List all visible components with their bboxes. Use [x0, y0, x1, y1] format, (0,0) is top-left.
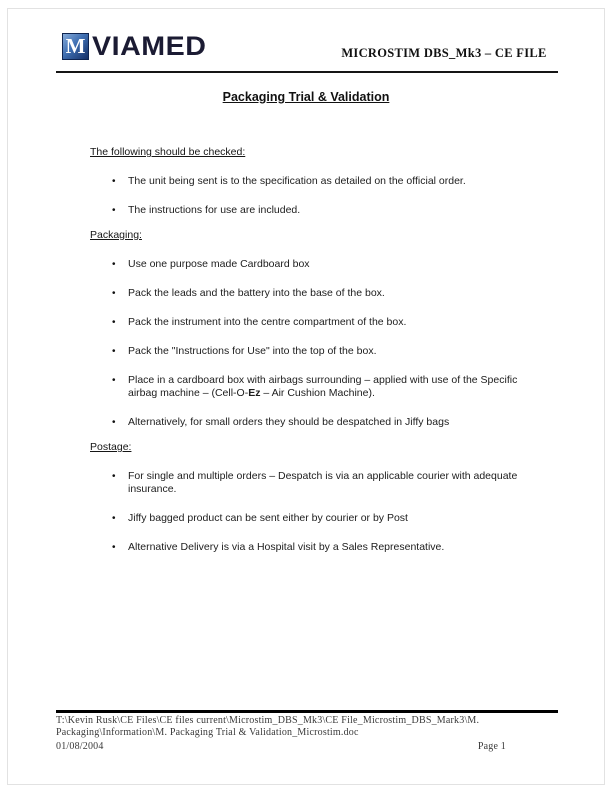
bullet-item	[90, 512, 533, 525]
document-footer	[56, 715, 558, 753]
bullet-icon: •	[112, 375, 116, 386]
bullet-icon: •	[112, 176, 116, 187]
footer-file-path-line1: T:\Kevin Rusk\CE Files\CE files current\Microstim_DBS_Mk3\CE File_Microstim_DBS_Mark3\M.	[56, 715, 480, 726]
section-heading-checked: The following should be checked:	[90, 146, 246, 158]
document-reference: MICROSTIM DBS_Mk3 – CE FILE	[341, 46, 547, 60]
footer-date: 01/08/2004	[56, 741, 104, 752]
page-title	[0, 90, 612, 104]
bullet-icon: •	[112, 317, 116, 328]
bullet-text: Pack the "Instructions for Use" into the top of the box.	[128, 345, 377, 357]
bullet-text: Jiffy bagged product can be sent either by courier or by Post	[128, 512, 408, 524]
bullet-item	[90, 287, 533, 300]
viamed-logo-text: VIAMED	[92, 31, 207, 61]
footer-file-path-line2: Packaging\Information\M. Packaging Trial & Validation_Microstim.doc	[56, 727, 359, 738]
bullet-item	[90, 258, 533, 271]
section-heading-postage: Postage:	[90, 441, 132, 453]
bullet-item	[90, 416, 533, 429]
bullet-item	[90, 345, 533, 358]
viamed-m-icon: M	[62, 33, 89, 60]
bullet-text: Alternatively, for small orders they should be despatched in Jiffy bags	[128, 416, 450, 428]
bullet-icon: •	[112, 417, 116, 428]
bullet-icon: •	[112, 471, 116, 482]
bullet-text: Pack the leads and the battery into the base of the box.	[128, 287, 385, 299]
bullet-icon: •	[112, 205, 116, 216]
bullet-item	[90, 470, 533, 496]
header-rule	[56, 71, 558, 73]
bullet-icon: •	[112, 259, 116, 270]
bullet-text: The unit being sent is to the specification as detailed on the official order.	[128, 175, 466, 187]
bullet-icon: •	[112, 513, 116, 524]
bullet-item	[90, 541, 533, 554]
bullet-text: Pack the instrument into the centre compartment of the box.	[128, 316, 407, 328]
bullet-text-part: – Air Cushion Machine).	[260, 387, 375, 399]
bullet-item	[90, 204, 533, 217]
bullet-icon: •	[112, 288, 116, 299]
bullet-text-part: Place in a cardboard box with airbags surrounding – applied with use of the Specific airbag machine – (Cell-O-	[128, 374, 518, 399]
page-title-text: Packaging Trial & Validation	[222, 90, 390, 104]
bullet-text: The instructions for use are included.	[128, 204, 301, 216]
bullet-text-bold: Ez	[248, 387, 261, 399]
bullet-item	[90, 374, 533, 400]
bullet-icon: •	[112, 346, 116, 357]
viamed-logo	[62, 31, 207, 61]
bullet-text: For single and multiple orders – Despatch is via an applicable courier with adequate insurance.	[128, 470, 518, 495]
bullet-item	[90, 316, 533, 329]
bullet-text: Use one purpose made Cardboard box	[128, 258, 310, 270]
footer-rule	[56, 710, 558, 713]
bullet-text: Alternative Delivery is via a Hospital visit by a Sales Representative.	[128, 541, 445, 553]
bullet-item	[90, 175, 533, 188]
bullet-text	[128, 374, 533, 400]
footer-page-number: Page 1	[477, 741, 506, 752]
section-heading-packaging: Packaging:	[90, 229, 142, 241]
document-body	[90, 146, 533, 554]
footer-meta-row	[56, 741, 558, 753]
bullet-icon: •	[112, 542, 116, 553]
